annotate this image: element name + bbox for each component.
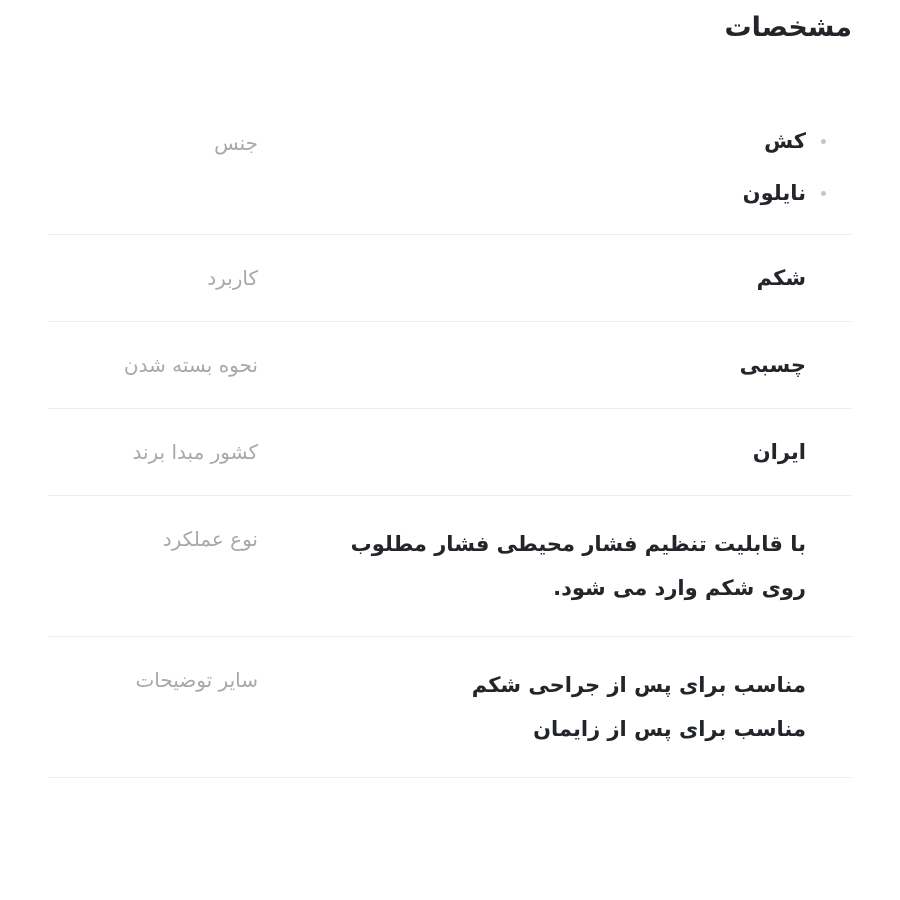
spec-value-line: با قابلیت تنظیم فشار محیطی فشار مطلوب	[350, 532, 806, 556]
spec-label: کشور مبدا برند	[132, 440, 258, 464]
spec-value: ایران	[752, 440, 806, 464]
spec-value	[258, 496, 852, 636]
spec-value-line: مناسب برای پس از زایمان	[533, 717, 806, 741]
spec-value-line: مناسب برای پس از جراحی شکم	[471, 673, 806, 697]
list-item	[258, 178, 806, 208]
spec-value-line: روی شکم وارد می شود.	[553, 576, 806, 600]
spec-label: جنس	[214, 131, 258, 155]
spec-label: نوع عملکرد	[162, 527, 258, 551]
spec-value	[258, 100, 852, 234]
bullet-dot-icon	[821, 191, 826, 196]
bullet-dot-icon	[821, 139, 826, 144]
list-item-label: نایلون	[742, 181, 806, 205]
page-title: مشخصات	[724, 12, 852, 43]
specs-table	[48, 100, 852, 778]
list-item	[258, 126, 806, 156]
table-row	[48, 322, 852, 409]
spec-value: چسبی	[739, 353, 806, 377]
spec-value: شکم	[756, 266, 806, 290]
spec-label: سایر توضیحات	[135, 668, 258, 692]
table-row	[48, 100, 852, 235]
spec-label: نحوه بسته شدن	[123, 353, 258, 377]
table-row	[48, 235, 852, 322]
spec-label: کاربرد	[207, 266, 258, 290]
table-row	[48, 637, 852, 778]
spec-value	[258, 637, 852, 777]
list-item-label: کش	[764, 129, 806, 153]
table-row	[48, 496, 852, 637]
table-row	[48, 409, 852, 496]
spec-value-list	[258, 126, 806, 208]
